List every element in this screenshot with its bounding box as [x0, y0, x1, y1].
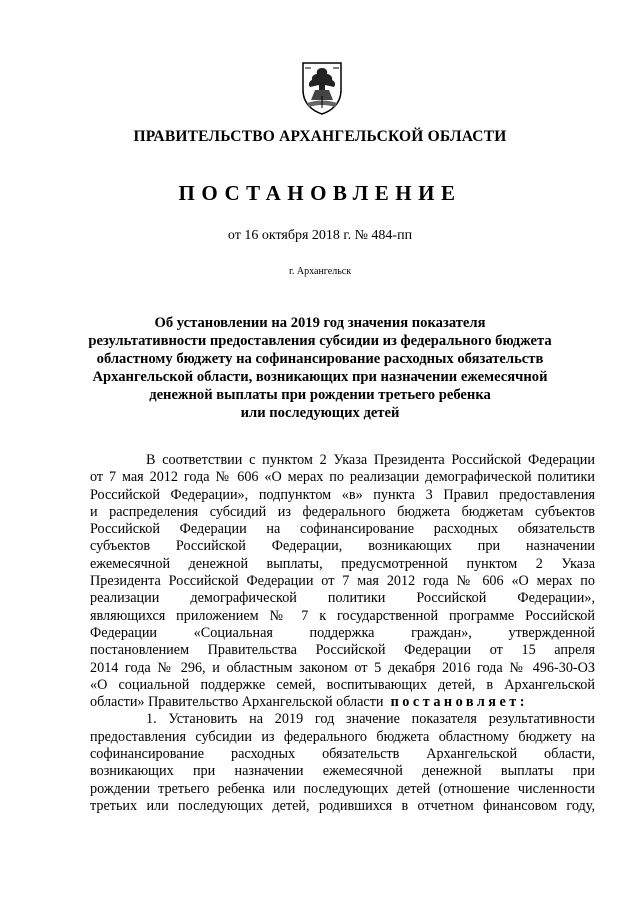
body-line: являющихся приложением № 7 к государственной программе Российской — [90, 607, 595, 624]
title-line: областному бюджету на софинансирование расходных обязательств — [96, 351, 544, 367]
body-line: Российской Федерации», подпунктом «в» пункта 3 Правил предоставления — [90, 486, 595, 503]
body-line: 2014 года № 296, и областным законом от 5 декабря 2016 года № 496-30-ОЗ — [90, 659, 595, 676]
title-line: Об установлении на 2019 год значения показателя — [154, 315, 486, 331]
body-line: рождении третьего ребенка или последующих детей (отношение численности — [90, 780, 595, 797]
body-line — [90, 694, 595, 711]
city: г. Архангельск — [288, 266, 352, 277]
body-line: и распределения субсидий из федерального бюджета бюджетам субъектов — [90, 503, 595, 520]
title-line: или последующих детей — [240, 405, 400, 421]
body-line: Президента Российской Федерации от 7 мая 2012 года № 606 «О мерах по — [90, 573, 595, 590]
resolves-keyword: постановляет: — [390, 694, 528, 711]
government-name: ПРАВИТЕЛЬСТВО АРХАНГЕЛЬСКОЙ ОБЛАСТИ — [133, 128, 507, 145]
body-line: реализации демографической политики Российской Федерации», — [90, 590, 595, 607]
body-line: субъектов Российской Федерации, возникающих при назначении — [90, 538, 595, 555]
coat-of-arms-icon — [299, 60, 345, 116]
document-body — [90, 452, 595, 815]
document-title — [80, 314, 560, 422]
title-line: результативности предоставления субсидии из федерального бюджета — [88, 333, 552, 349]
title-line: денежной выплаты при рождении третьего ребенка — [149, 387, 491, 403]
title-line: Архангельской области, возникающих при назначении ежемесячной — [92, 369, 548, 385]
date-and-number: от 16 октября 2018 г. № 484-пп — [227, 228, 413, 243]
body-line: «О социальной поддержке семей, воспитывающих детей, в Архангельской — [90, 676, 595, 693]
body-line: постановлением Правительства Российской Федерации от 15 апреля — [90, 642, 595, 659]
body-line: от 7 мая 2012 года № 606 «О мерах по реализации демографической политики — [90, 469, 595, 486]
body-line-text: области» Правительство Архангельской области — [90, 694, 384, 711]
body-line: третьих или последующих детей, родившихся в отчетном финансовом году, — [90, 797, 595, 814]
body-line: В соответствии с пунктом 2 Указа Президента Российской Федерации — [146, 452, 595, 468]
body-line: возникающих при назначении ежемесячной денежной выплаты при — [90, 763, 595, 780]
body-line: 1. Установить на 2019 год значение показателя результативности — [146, 711, 595, 728]
body-line: предоставления субсидии из федерального бюджета областному бюджету на — [90, 728, 595, 745]
document-type: ПОСТАНОВЛЕНИЕ — [178, 181, 462, 205]
body-line: Российской Федерации на софинансирование расходных обязательств — [90, 521, 595, 538]
body-line: ежемесячной денежной выплаты, предусмотренной пунктом 2 Указа — [90, 555, 595, 572]
body-line: софинансирование расходных обязательств Архангельской области, — [90, 746, 595, 763]
body-line: Федерации «Социальная поддержка граждан», утвержденной — [90, 624, 595, 641]
